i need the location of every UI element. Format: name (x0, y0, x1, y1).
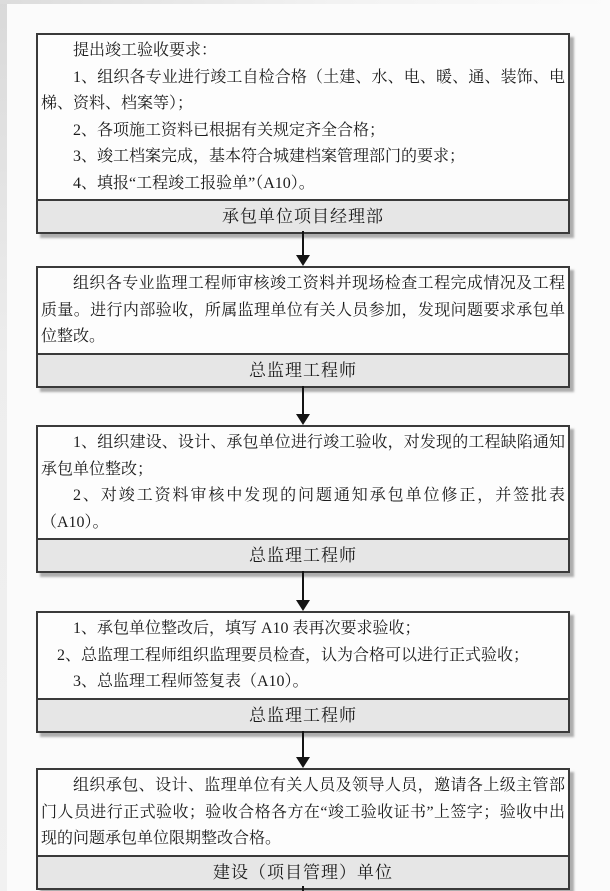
step-content (38, 268, 568, 353)
step-paragraph: 1、组织建设、设计、承包单位进行竣工验收，对发现的工程缺陷通知承包单位整改； (41, 434, 565, 478)
flow-step-2 (36, 266, 570, 388)
step-actor-bar: 承包单位项目经理部 (38, 199, 568, 232)
arrow-head (296, 600, 310, 611)
step-content (38, 427, 568, 538)
arrow-head (296, 414, 310, 425)
step-actor-bar: 总监理工程师 (38, 538, 568, 571)
step-paragraph: 3、总监理工程师签复表（A10）。 (73, 673, 309, 690)
step-paragraph: 提出竣工验收要求： (73, 42, 218, 59)
flow-step-5 (36, 768, 570, 890)
step-content (38, 613, 568, 698)
arrow-shaft (302, 231, 304, 255)
arrow-head (296, 757, 310, 768)
step-paragraph: 2、对竣工资料审核中发现的问题通知承包单位修正，并签批表（A10）。 (41, 487, 565, 531)
step-paragraph: 1、组织各专业进行竣工自检合格（土建、水、电、暖、通、装饰、电梯、资料、档案等）； (41, 68, 565, 112)
down-arrow-icon (296, 231, 310, 266)
step-actor-bar: 总监理工程师 (38, 353, 568, 386)
step-paragraph: 4、填报“工程竣工报验单”（A10）。 (73, 174, 315, 192)
step-actor-bar: 总监理工程师 (38, 698, 568, 731)
arrow-shaft (302, 571, 304, 600)
arrow-stub (302, 886, 304, 891)
down-arrow-icon (296, 731, 310, 768)
down-arrow-icon (296, 571, 310, 611)
step-paragraph: 2、总监理工程师组织监理要员检查，认为合格可以进行正式验收； (57, 646, 530, 664)
page-top-edge-shade (0, 0, 610, 4)
flow-step-4 (36, 611, 570, 733)
flow-step-1 (36, 33, 570, 234)
step-actor-bar: 建设（项目管理）单位 (38, 855, 568, 888)
flow-step-3 (36, 425, 570, 573)
step-paragraph: 组织承包、设计、监理单位有关人员及领导人员，邀请各上级主管部门人员进行正式验收；验收合格各方在“竣工验收证书”上签字；验收中出现的问题承包单位限期整改合格。 (41, 777, 565, 847)
step-paragraph: 2、各项施工资料已根据有关规定齐全合格； (73, 121, 386, 139)
arrow-shaft (302, 731, 304, 757)
step-paragraph: 组织各专业监理工程师审核竣工资料并现场检查工程完成情况及工程质量。进行内部验收，所属监理单位有关人员参加，发现问题要求承包单位整改。 (41, 275, 565, 345)
down-arrow-icon (296, 386, 310, 425)
step-content (38, 770, 568, 855)
arrow-shaft (302, 386, 304, 414)
page-left-edge-shade (0, 0, 7, 891)
arrow-head (296, 255, 310, 266)
step-paragraph: 1、承包单位整改后，填写 A10 表再次要求验收； (73, 620, 421, 637)
step-content (38, 35, 568, 199)
step-paragraph: 3、竣工档案完成，基本符合城建档案管理部门的要求； (73, 148, 466, 165)
